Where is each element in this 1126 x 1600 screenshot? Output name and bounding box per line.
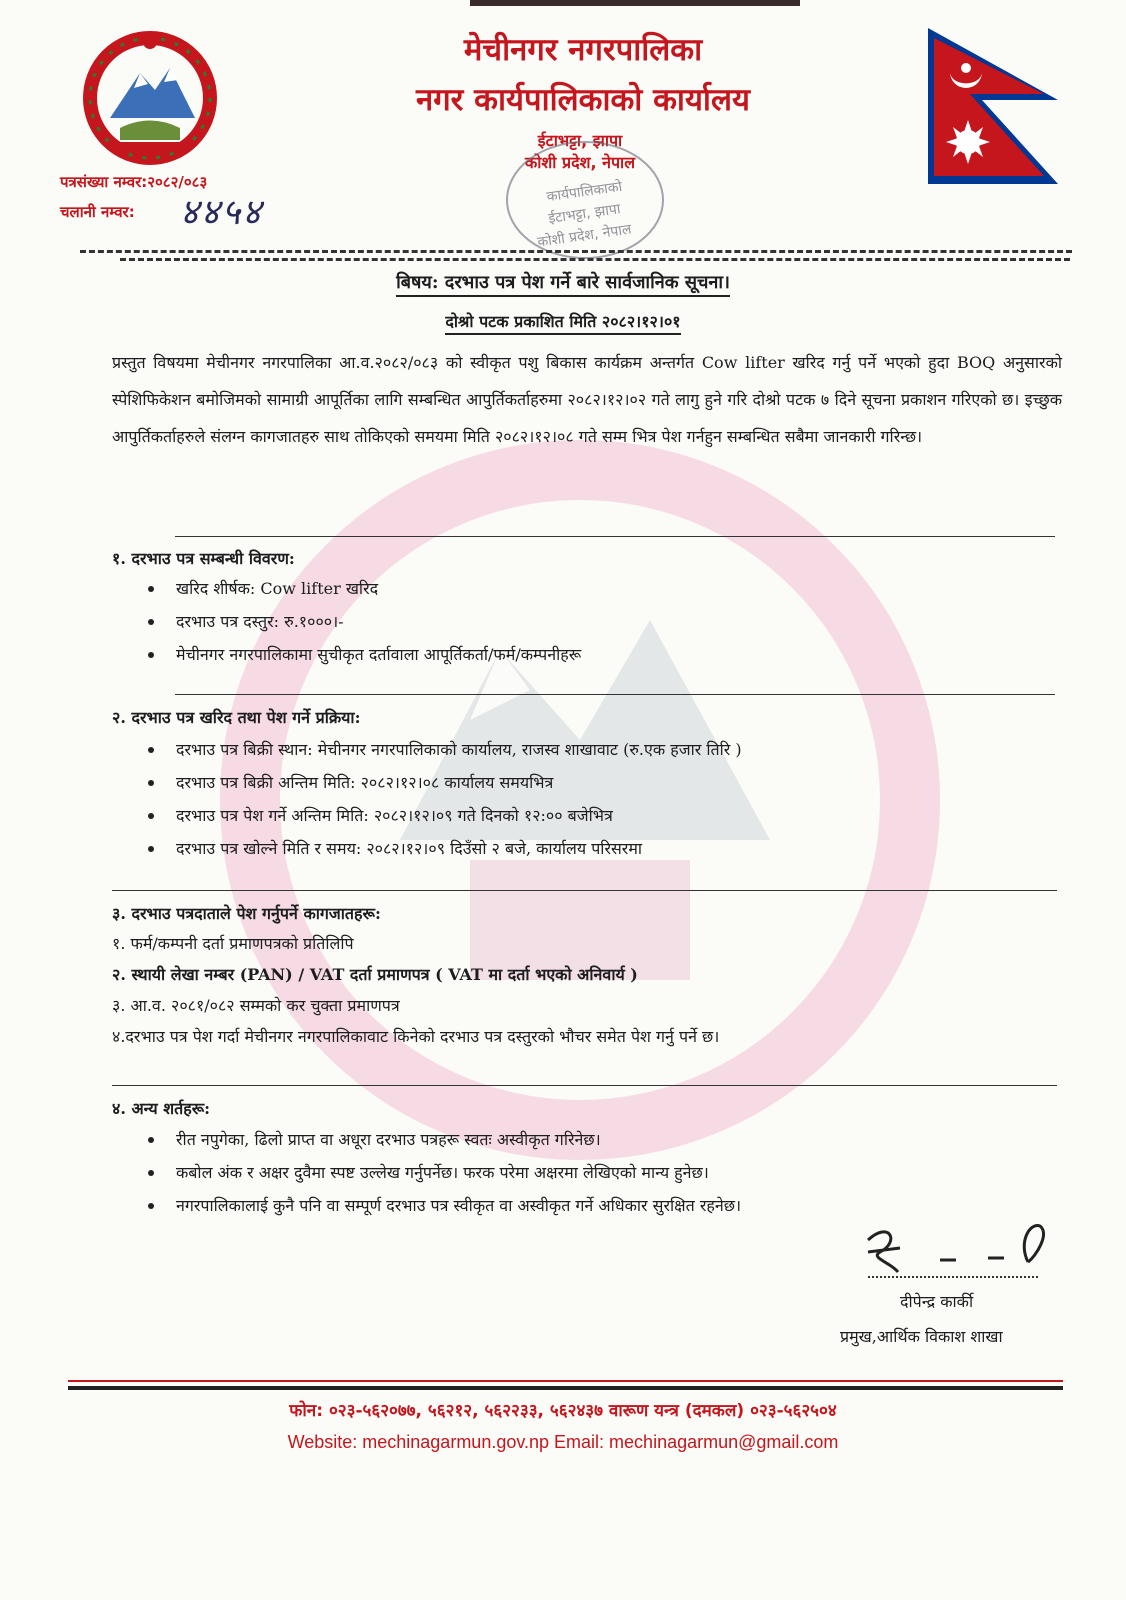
publication-date: दोश्रो पटक प्रकाशित मिति २०८२।१२।०१ xyxy=(0,310,1126,332)
section-4-title: ४. अन्य शर्तहरू: xyxy=(112,1099,211,1118)
dispatch-number-handwritten: ४४५४ xyxy=(180,192,263,233)
list-item: ४.दरभाउ पत्र पेश गर्दा मेचीनगर नगरपालिकावाट किनेको दरभाउ पत्र दस्तुरको भौचर समेत पेश गर्नु पर्ने छ। xyxy=(112,1027,720,1046)
section-divider xyxy=(175,536,1055,537)
notice-subject: बिषय: दरभाउ पत्र पेश गर्ने बारे सार्वजानिक सूचना। xyxy=(0,270,1126,294)
section-3-list xyxy=(112,928,719,1052)
list-item: दरभाउ पत्र पेश गर्ने अन्तिम मिति: २०८२।१२।०९ गते दिनको १२:०० बजेभित्र xyxy=(148,799,742,832)
signer-title: प्रमुख,आर्थिक विकाश शाखा xyxy=(840,1327,1003,1346)
svg-text:ईटाभट्टा, झापा: ईटाभट्टा, झापा xyxy=(547,201,622,228)
list-item: नगरपालिकालाई कुनै पनि वा सम्पूर्ण दरभाउ पत्र स्वीकृत वा अस्वीकृत गर्ने अधिकार सुरक्षित रहनेछ। xyxy=(148,1189,741,1222)
address-line-1: ईटाभट्टा, झापा xyxy=(537,131,623,150)
header-divider xyxy=(80,250,1072,253)
top-edge-bar xyxy=(470,0,800,6)
reference-label: पत्रसंख्या नम्वर: xyxy=(60,173,148,191)
nepal-flag-icon xyxy=(920,22,1070,192)
list-item: २. स्थायी लेखा नम्बर (PAN) / VAT दर्ता प्रमाणपत्र ( VAT मा दर्ता भएको अनिवार्य ) xyxy=(112,965,638,984)
section-divider xyxy=(112,1085,1057,1086)
signature-icon xyxy=(860,1212,1050,1282)
svg-text:कार्यपालिकाको: कार्यपालिकाको xyxy=(545,178,624,206)
footer-web-email: Website: mechinagarmun.gov.np Email: mechinagarmun@gmail.com xyxy=(287,1432,839,1452)
list-item: कबोल अंक र अक्षर दुवैमा स्पष्ट उल्लेख गर्नुपर्नेछ। फरक परेमा अक्षरमा लेखिएको मान्य हुनेछ। xyxy=(148,1156,741,1189)
header-divider-2 xyxy=(120,258,1070,261)
section-2-list xyxy=(148,733,742,865)
list-item: १. फर्म/कम्पनी दर्ता प्रमाणपत्रको प्रतिलिपि xyxy=(112,934,354,953)
section-divider xyxy=(112,890,1057,891)
section-divider xyxy=(175,694,1055,695)
signer-name: दीपेन्द्र कार्की xyxy=(900,1292,974,1311)
list-item: दरभाउ पत्र दस्तुर: रु.१०००।- xyxy=(148,605,581,638)
list-item: दरभाउ पत्र खोल्ने मिति र समय: २०८२।१२।०९ दिउँसो २ बजे, कार्यालय परिसरमा xyxy=(148,832,742,865)
section-2-title: २. दरभाउ पत्र खरिद तथा पेश गर्ने प्रक्रिया: xyxy=(112,708,361,727)
list-item: रीत नपुगेका, ढिलो प्राप्त वा अधूरा दरभाउ पत्रहरू स्वतः अस्वीकृत गरिनेछ। xyxy=(148,1123,741,1156)
section-4-list xyxy=(148,1123,741,1222)
section-3-title: ३. दरभाउ पत्रदाताले पेश गर्नुपर्ने कागजातहरू: xyxy=(112,904,381,923)
list-item: खरिद शीर्षक: Cow lifter खरिद xyxy=(148,572,581,605)
footer-red-line xyxy=(68,1380,1063,1382)
municipality-name: मेचीनगर नगरपालिका xyxy=(463,32,703,68)
intro-paragraph: प्रस्तुत विषयमा मेचीनगर नगरपालिका आ.व.२०८२/०८३ को स्वीकृत पशु बिकास कार्यक्रम अन्तर्गत Cow lifter खरिद गर्नु पर्ने भएको हुदा BOQ अनुसारको स्पेशिफिकेशन बमोजिमको सामाग्री आपूर्तिका लागि सम्बन्धित आपुर्तिकर्ताहरुमा २०८२।१२।०२ गते लागु हुने गरि दोश्रो पटक ७ दिने सूचना प्रकाशन गरिएको छ। इच्छुक आपुर्तिकर्ताहरुले संलग्न कागजातहरु साथ तोकिएको समयमा मिति २०८२।१२।०८ गते सम्म भित्र पेश गर्नहुन सम्बन्धित सबैमा जानकारी गरिन्छ। xyxy=(112,353,1062,446)
reference-value: २०८२/०८३ xyxy=(147,173,208,191)
office-stamp-icon xyxy=(500,130,670,260)
footer-black-line xyxy=(68,1386,1063,1390)
svg-text:कोशी प्रदेश, नेपाल: कोशी प्रदेश, नेपाल xyxy=(536,221,633,251)
section-1-title: १. दरभाउ पत्र सम्बन्धी विवरण: xyxy=(112,549,295,568)
list-item: ३. आ.व. २०८१/०८२ सम्मको कर चुक्ता प्रमाणपत्र xyxy=(112,996,400,1015)
section-1-list xyxy=(148,572,581,671)
address-line-2: कोशी प्रदेश, नेपाल xyxy=(524,153,636,172)
list-item: मेचीनगर नगरपालिकामा सुचीकृत दर्तावाला आपूर्तिकर्ता/फर्म/कम्पनीहरू xyxy=(148,638,581,671)
list-item: दरभाउ पत्र बिक्री अन्तिम मिति: २०८२।१२।०८ कार्यालय समयभित्र xyxy=(148,766,742,799)
office-name: नगर कार्यपालिकाको कार्यालय xyxy=(416,82,750,118)
signature-line xyxy=(868,1276,1038,1278)
footer-phone: फोन: ०२३-५६२०७७, ५६२१२, ५६२२३३, ५६२४३७ वारूण यन्त्र (दमकल) ०२३-५६२५०४ xyxy=(289,1401,837,1421)
dispatch-number-label: चलानी नम्वर: xyxy=(60,203,135,221)
list-item: दरभाउ पत्र बिक्री स्थान: मेचीनगर नगरपालिकाको कार्यालय, राजस्व शाखावाट (रु.एक हजार तिरि ) xyxy=(148,733,742,766)
